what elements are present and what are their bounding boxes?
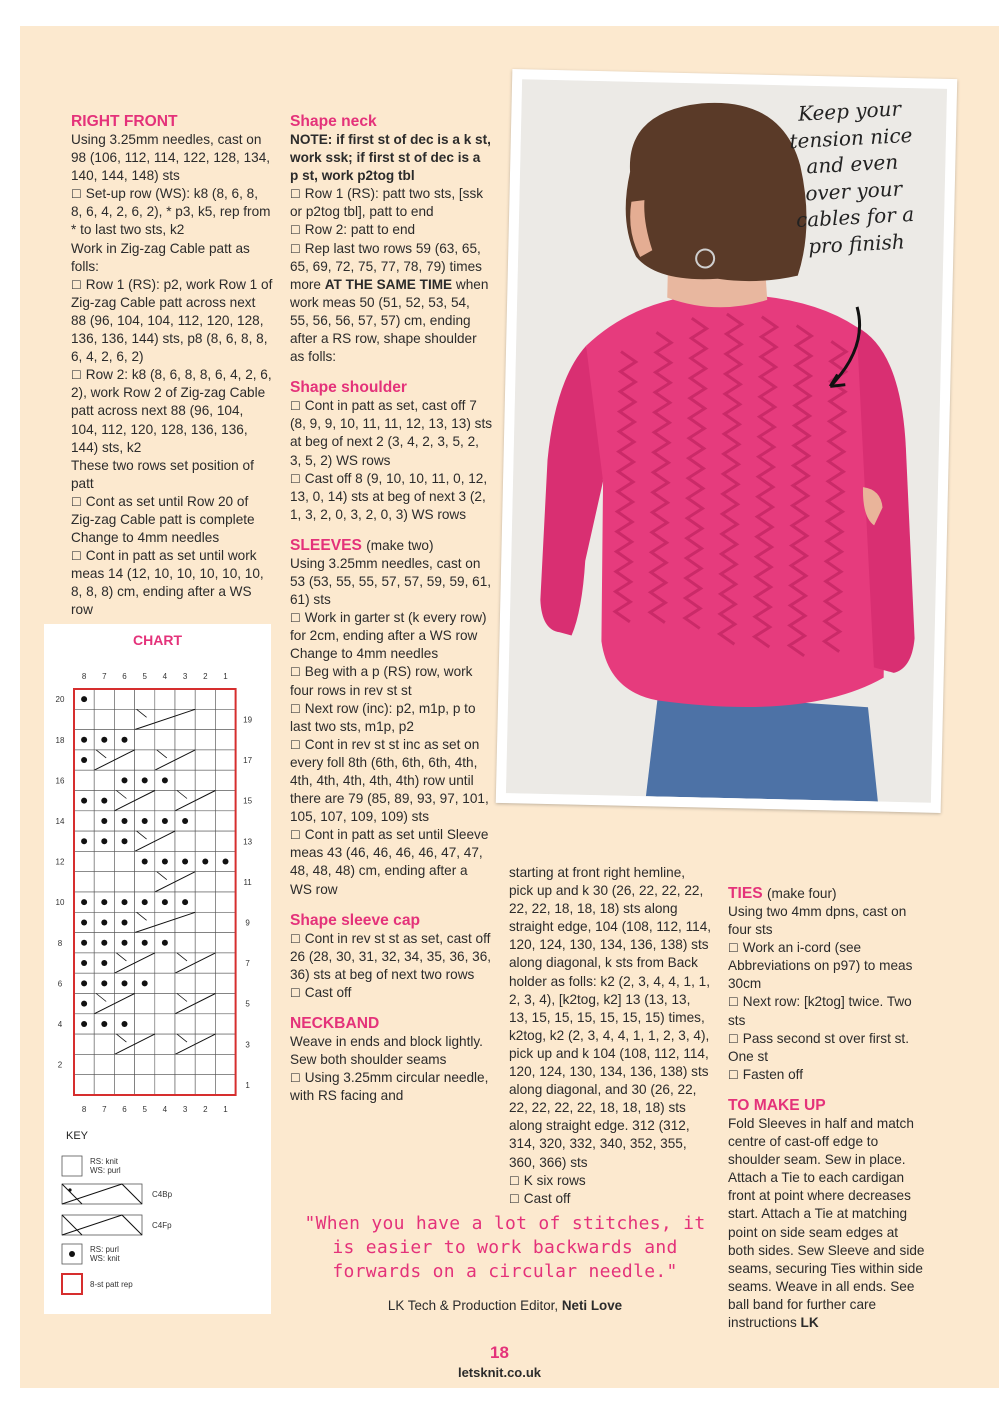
- instruction-line: ☐ Cont in patt as set until work meas 14 (12, 10, 10, 10, 10, 10, 8, 8, 8) cm, ending after a WS row: [71, 547, 273, 619]
- chart-cell: [215, 912, 235, 932]
- chart-row-number: 19: [243, 715, 253, 725]
- purl-dot: [162, 940, 168, 946]
- quote-credit: [300, 1298, 710, 1313]
- chart-cell: [155, 953, 175, 973]
- chart-row-number: 5: [245, 999, 250, 1009]
- chart-cell: [94, 709, 114, 729]
- instruction-line: ☐ Cont in rev st st as set, cast off 26 (28, 30, 31, 32, 34, 35, 36, 36, 36) sts at beg of next two rows: [290, 930, 492, 984]
- page-number: 18: [490, 1343, 509, 1362]
- purl-dot: [81, 696, 87, 702]
- chart-row-number: 18: [55, 735, 65, 745]
- chart-cell: [94, 851, 114, 871]
- make-up-body: Fold Sleeves in half and match centre of cast-off edge to shoulder seam. Sew in place. Attach a Tie to each cardigan front at point where decreases start. Attach a Tie at matching point on side seam edges at both sides. Sew Sleeve and side seams, securing Ties within side seams. Weave in all ends. See ball band for further care instructions: [728, 1115, 925, 1330]
- credit-role: LK Tech & Production Editor,: [387, 1298, 562, 1313]
- chart-cell: [175, 973, 195, 993]
- chart-cell: [195, 1034, 215, 1054]
- sleeves-title: SLEEVES: [290, 536, 362, 554]
- instruction-line: ☐ Row 1 (RS): p2, work Row 1 of Zig-zag Cable patt across next 88 (96, 104, 104, 112, 120, 128, 136, 136, 144) sts, p8 (8, 6, 8, 8, 6, 4, 2, 6, 2): [71, 276, 273, 366]
- instruction-line: These two rows set position of patt: [71, 457, 254, 491]
- chart-cell: [135, 953, 155, 973]
- purl-dot: [101, 818, 107, 824]
- chart-cell: [135, 831, 155, 851]
- key-cable-dot: [68, 1188, 71, 1191]
- key-label: RS: knit: [90, 1157, 119, 1166]
- purl-dot: [142, 940, 148, 946]
- chart-cell: [74, 811, 94, 831]
- purl-dot: [122, 940, 128, 946]
- chart-cell: [175, 689, 195, 709]
- chart-cell: [175, 1075, 195, 1095]
- chart-row-number: 11: [243, 877, 252, 887]
- chart-row-number: 16: [55, 776, 65, 786]
- chart-cell: [215, 1014, 235, 1034]
- purl-dot: [202, 859, 208, 865]
- chart-col-number: 6: [122, 1105, 127, 1114]
- chart-cell: [195, 1075, 215, 1095]
- chart-cell: [135, 730, 155, 750]
- instruction-line: Weave in ends and block lightly. Sew both shoulder seams: [290, 1034, 483, 1068]
- key-label: C4Fp: [152, 1221, 172, 1230]
- chart-cell: [195, 953, 215, 973]
- instruction-line: ☐ Cast off 8 (9, 10, 10, 11, 0, 12, 13, 0, 14) sts at beg of next 3 (2, 1, 3, 2, 0, 3, 2, 0, 3) WS rows: [290, 470, 492, 524]
- instruction-line: ☐ Row 2: patt to end: [290, 221, 492, 239]
- chart-cell: [175, 1054, 195, 1074]
- purl-dot: [122, 1021, 128, 1027]
- chart-cell: [155, 791, 175, 811]
- purl-dot: [122, 899, 128, 905]
- instruction-line: ☐ Cast off: [290, 984, 492, 1002]
- chart-cell: [114, 689, 134, 709]
- purl-dot: [122, 818, 128, 824]
- chart-cell: [94, 872, 114, 892]
- chart-cell: [155, 730, 175, 750]
- purl-dot: [101, 1021, 107, 1027]
- chart-cell: [215, 1034, 235, 1054]
- purl-dot: [81, 798, 87, 804]
- chart-cell: [195, 709, 215, 729]
- chart-cell: [195, 933, 215, 953]
- column-3: [509, 864, 712, 1208]
- chart-cell: [175, 1034, 195, 1054]
- chart-cell: [114, 1034, 134, 1054]
- heading-shape-shoulder: Shape shoulder: [290, 379, 407, 397]
- chart-cell: [114, 750, 134, 770]
- instruction-line: ☐ Next row (inc): p2, m1p, p to last two sts, m1p, p2: [290, 700, 492, 736]
- purl-dot: [142, 899, 148, 905]
- purl-dot: [182, 818, 188, 824]
- chart-cell: [215, 709, 235, 729]
- same-time-text: AT THE SAME TIME: [324, 276, 453, 292]
- chart-row-number: 4: [57, 1019, 63, 1029]
- chart-cell: [155, 1034, 175, 1054]
- chart-cell: [215, 1075, 235, 1095]
- chart-row-number: 7: [245, 959, 250, 969]
- chart-cell: [175, 770, 195, 790]
- instruction-line: Using 3.25mm needles, cast on 53 (53, 55, 55, 57, 57, 59, 59, 61, 61) sts: [290, 555, 492, 608]
- purl-dot: [81, 1001, 87, 1007]
- chart-cell: [94, 994, 114, 1014]
- instruction-line: ☐ Pass second st over first st. One st: [728, 1030, 928, 1066]
- heading-to-make-up: TO MAKE UP: [728, 1096, 826, 1114]
- purl-dot: [142, 818, 148, 824]
- chart-cell: [155, 872, 175, 892]
- chart-row-number: 8: [57, 938, 63, 948]
- purl-dot: [142, 859, 148, 865]
- instruction-line: Work in Zig-zag Cable patt as folls:: [71, 240, 250, 274]
- chart-cell: [215, 994, 235, 1014]
- instruction-line: ☐ Cont as set until Row 20 of Zig-zag Cable patt is complete: [71, 493, 273, 529]
- chart-row-number: 12: [55, 857, 65, 867]
- column-2: [290, 112, 492, 1105]
- purl-dot: [81, 1021, 87, 1027]
- purl-dot: [162, 818, 168, 824]
- key-label: 8-st patt rep: [90, 1280, 133, 1289]
- chart-cell: [135, 994, 155, 1014]
- purl-dot: [81, 757, 87, 763]
- chart-cell: [94, 1075, 114, 1095]
- instruction-line: starting at front right hemline, pick up and k 30 (26, 22, 22, 22, 22, 22, 18, 18, 18) sts along straight edge, 104 (108, 112, 114, 120, 124, 130, 134, 136, 138) sts along diagonal, k sts from Back holder as folls: k2 (2, 3, 4, 4, 1, 1, 2, 3, 4), [k2tog, k2] 13 (13, 13, 13, 15, 15, 15, 15, 15, 15) times, k2tog, k2 (2, 3, 4, 4, 1, 1, 2, 3, 4), pick up and k 104 (108, 112, 114, 120, 124, 130, 134, 136, 138) sts along diagonal, and 30 (26, 22, 22, 22, 22, 22, 18, 18, 18) sts along straight edge. 312 (312, 314, 320, 332, 340, 352, 355, 360, 366) sts: [509, 865, 712, 1170]
- key-cable-symbol: [62, 1184, 142, 1204]
- instruction-line: ☐ Beg with a p (RS) row, work four rows in rev st st: [290, 663, 492, 699]
- neckband-continued: [509, 864, 712, 1208]
- purl-dot: [101, 899, 107, 905]
- instruction-line: ☐ Cont in patt as set until Sleeve meas 43 (46, 46, 46, 46, 47, 47, 48, 48, 48) cm, ending after a WS row: [290, 826, 492, 898]
- chart-col-number: 3: [182, 672, 188, 681]
- chart-cell: [215, 1054, 235, 1074]
- instruction-line: Using two 4mm dpns, cast on four sts: [728, 904, 907, 938]
- chart-cell: [135, 1075, 155, 1095]
- chart-row-number: 1: [245, 1080, 250, 1090]
- purl-dot: [162, 777, 168, 783]
- make-up-text: [728, 1115, 928, 1332]
- column-4: [728, 884, 928, 1332]
- chart-cell: [195, 1014, 215, 1034]
- chart-cell: [155, 1014, 175, 1034]
- chart-cell: [155, 689, 175, 709]
- chart-panel: [44, 624, 271, 1314]
- chart-cell: [195, 872, 215, 892]
- chart-cell: [114, 1054, 134, 1074]
- chart-cell: [215, 770, 235, 790]
- chart-col-number: 5: [142, 1105, 147, 1114]
- chart-cell: [155, 750, 175, 770]
- chart-cell: [195, 892, 215, 912]
- pull-quote: "When you have a lot of stitches, it is easier to work backwards and forwards on a circular needle.": [304, 1213, 706, 1282]
- chart-col-number: 1: [223, 672, 228, 681]
- key-label: RS: purl: [90, 1245, 119, 1254]
- chart-cell: [195, 994, 215, 1014]
- chart-cell: [195, 791, 215, 811]
- purl-dot: [101, 919, 107, 925]
- sleeve-cap-instructions: [290, 930, 492, 1002]
- chart-cell: [74, 1075, 94, 1095]
- chart-row-number: 13: [243, 837, 253, 847]
- instruction-line: ☐ Cont in rev st st inc as set on every foll 8th (6th, 6th, 6th, 4th, 4th, 4th, 4th, 4th, 4th) row until there are 79 (85, 89, 93, 97, 101, 105, 107, 109, 109) sts: [290, 736, 492, 826]
- chart-cell: [114, 851, 134, 871]
- chart-cell: [94, 1034, 114, 1054]
- chart-col-number: 1: [223, 1105, 228, 1114]
- chart-row-number: 15: [243, 796, 253, 806]
- purl-dot: [122, 777, 128, 783]
- chart-cell: [135, 1014, 155, 1034]
- heading-shape-neck: Shape neck: [290, 113, 377, 130]
- instruction-line: Using 3.25mm needles, cast on 98 (106, 112, 114, 122, 128, 134, 140, 144, 148) sts: [71, 132, 271, 184]
- chart-cell: [175, 831, 195, 851]
- chart-cell: [155, 831, 175, 851]
- purl-dot: [81, 737, 87, 743]
- purl-dot: [101, 798, 107, 804]
- chart-cell: [215, 791, 235, 811]
- chart-cell: [215, 689, 235, 709]
- instruction-line: ☐ Cont in patt as set, cast off 7 (8, 9, 9, 10, 11, 11, 12, 13, 13) sts at beg of next 2 (3, 4, 2, 3, 5, 2, 3, 5, 2) WS rows: [290, 397, 492, 469]
- chart-col-number: 6: [122, 672, 127, 681]
- sleeves-note: (make two): [366, 537, 434, 553]
- purl-dot: [142, 777, 148, 783]
- chart-cell: [135, 1054, 155, 1074]
- chart-cell: [74, 1054, 94, 1074]
- chart-cell: [175, 750, 195, 770]
- chart-cell: [155, 973, 175, 993]
- chart-cell: [74, 709, 94, 729]
- instruction-line: ☐ Row 1 (RS): patt two sts, [ssk or p2tog tbl], patt to end: [290, 185, 492, 221]
- heading-sleeves: [290, 536, 492, 555]
- instruction-line: Change to 4mm needles: [290, 646, 439, 662]
- chart-cell: [114, 994, 134, 1014]
- instruction-line: ☐ Work in garter st (k every row) for 2cm, ending after a WS row: [290, 609, 492, 645]
- key-label: WS: purl: [90, 1166, 121, 1175]
- lk-sign: LK: [800, 1314, 819, 1330]
- chart-cell: [114, 953, 134, 973]
- chart-cell: [195, 689, 215, 709]
- chart-row-number: 14: [55, 816, 65, 826]
- chart-cell: [215, 973, 235, 993]
- chart-cell: [175, 872, 195, 892]
- chart-col-number: 8: [81, 672, 87, 681]
- chart-row-number: 2: [57, 1060, 63, 1070]
- chart-col-number: 8: [81, 1105, 87, 1114]
- key-label: WS: knit: [90, 1254, 120, 1263]
- column-right-front: [71, 112, 273, 620]
- key-rep-symbol: [62, 1274, 82, 1294]
- chart-cell: [175, 933, 195, 953]
- chart-cell: [195, 750, 215, 770]
- chart-cell: [74, 770, 94, 790]
- chart-cell: [135, 791, 155, 811]
- chart-cell: [215, 750, 235, 770]
- purl-dot: [162, 899, 168, 905]
- key-cable-symbol: [62, 1215, 142, 1235]
- chart-cell: [175, 953, 195, 973]
- key-title: KEY: [66, 1130, 89, 1142]
- credit-name: Neti Love: [561, 1298, 623, 1313]
- purl-dot: [101, 960, 107, 966]
- purl-dot: [81, 838, 87, 844]
- chart-cell: [215, 831, 235, 851]
- key-knit-symbol: [62, 1156, 82, 1176]
- chart-cell: [215, 892, 235, 912]
- key-purl-dot: [69, 1251, 75, 1257]
- chart-row-number: 20: [55, 695, 65, 705]
- purl-dot: [81, 940, 87, 946]
- purl-dot: [81, 960, 87, 966]
- purl-dot: [101, 737, 107, 743]
- chart-cell: [195, 730, 215, 750]
- chart-cell: [175, 730, 195, 750]
- instruction-line: ☐ Using 3.25mm circular needle, with RS facing and: [290, 1069, 492, 1105]
- key-label: C4Bp: [152, 1190, 173, 1199]
- chart-cell: [155, 1075, 175, 1095]
- instruction-line: ☐ K six rows: [509, 1172, 712, 1190]
- chart-cell: [135, 872, 155, 892]
- instruction-line: ☐ Cast off: [509, 1190, 712, 1208]
- heading-ties: [728, 884, 928, 903]
- site-url: letsknit.co.uk: [457, 1365, 542, 1380]
- chart-cell: [135, 750, 155, 770]
- chart-row-number: 9: [245, 918, 250, 928]
- chart-col-number: 3: [182, 1105, 188, 1114]
- chart-cell: [114, 791, 134, 811]
- chart-col-number: 7: [102, 672, 107, 681]
- right-front-instructions: [71, 131, 273, 620]
- chart-cell: [215, 872, 235, 892]
- handwritten-note: Keep your tension nice and even over your cables for a pro finish: [788, 96, 915, 258]
- chart-cell: [195, 831, 215, 851]
- chart-cell: [215, 811, 235, 831]
- chart-cell: [155, 994, 175, 1014]
- purl-dot: [122, 838, 128, 844]
- chart-cell: [135, 689, 155, 709]
- purl-dot: [223, 859, 229, 865]
- chart-cell: [135, 1034, 155, 1054]
- purl-dot: [162, 859, 168, 865]
- purl-dot: [122, 980, 128, 986]
- chart-cell: [175, 791, 195, 811]
- chart-col-number: 5: [142, 672, 147, 681]
- instruction-line: ☐ Work an i-cord (see Abbreviations on p97) to meas 30cm: [728, 939, 928, 993]
- chart-cell: [195, 1054, 215, 1074]
- chart-cell: [114, 872, 134, 892]
- purl-dot: [101, 980, 107, 986]
- chart-row-number: 3: [245, 1040, 250, 1050]
- chart-col-number: 4: [162, 1105, 168, 1114]
- rep-text: Rep last two rows 59 (63, 65, 65, 69, 72, 75, 77, 78, 79) times more: [290, 240, 482, 292]
- chart-cell: [195, 912, 215, 932]
- chart-cell: [94, 750, 114, 770]
- chart-cell: [215, 953, 235, 973]
- note-text: NOTE: if first st of dec is a k st, work ssk; if first st of dec is a p st, work p2tog tbl: [290, 132, 491, 184]
- sleeves-instructions: [290, 555, 492, 899]
- chart-cell: [215, 933, 235, 953]
- chart-cell: [175, 1014, 195, 1034]
- purl-dot: [182, 859, 188, 865]
- chart-cell: [155, 1054, 175, 1074]
- chart-row-number: 6: [57, 979, 63, 989]
- rep-text-cont: when work meas 50 (51, 52, 53, 54, 55, 56, 56, 57, 57) cm, ending after a RS row, shape shoulder as folls:: [290, 276, 489, 365]
- chart-cell: [195, 973, 215, 993]
- instruction-line: Change to 4mm needles: [71, 530, 220, 546]
- purl-dot: [182, 899, 188, 905]
- chart-col-number: 2: [203, 672, 208, 681]
- chart-row-number: 10: [55, 898, 65, 908]
- neckband-instructions: [290, 1033, 492, 1105]
- heading-neckband: NECKBAND: [290, 1015, 380, 1033]
- ties-instructions: [728, 903, 928, 1084]
- instruction-line: ☐ Row 2: k8 (8, 6, 8, 8, 6, 4, 2, 6, 2), work Row 2 of Zig-zag Cable patt across next 88 (96, 104, 104, 112, 120, 128, 136, 136, 144) sts, k2: [71, 366, 273, 456]
- chart-cell: [74, 872, 94, 892]
- shape-shoulder-instructions: [290, 397, 492, 524]
- purl-dot: [81, 980, 87, 986]
- purl-dot: [81, 919, 87, 925]
- ties-title: TIES: [728, 885, 763, 902]
- purl-dot: [122, 737, 128, 743]
- chart-cell: [215, 730, 235, 750]
- ties-note: (make four): [767, 886, 837, 901]
- chart-cell: [94, 1054, 114, 1074]
- heading-right-front: RIGHT FRONT: [71, 113, 178, 130]
- chart-cell: [195, 770, 215, 790]
- chart-col-number: 4: [162, 672, 168, 681]
- instruction-line: [290, 240, 492, 367]
- heading-shape-sleeve-cap: Shape sleeve cap: [290, 911, 421, 929]
- chart-cell: [114, 709, 134, 729]
- chart-cell: [74, 1034, 94, 1054]
- purl-dot: [81, 899, 87, 905]
- knitting-chart: [44, 624, 271, 1314]
- chart-cell: [94, 689, 114, 709]
- chart-cell: [114, 1075, 134, 1095]
- chart-cell: [94, 770, 114, 790]
- chart-cell: [175, 994, 195, 1014]
- instruction-line: ☐ Next row: [k2tog] twice. Two sts: [728, 993, 928, 1029]
- chart-row-number: 17: [243, 756, 253, 766]
- purl-dot: [101, 838, 107, 844]
- instruction-line: ☐ Fasten off: [728, 1066, 928, 1084]
- chart-cell: [195, 811, 215, 831]
- chart-col-number: 7: [102, 1105, 107, 1114]
- chart-title: CHART: [133, 632, 182, 648]
- purl-dot: [142, 980, 148, 986]
- chart-col-number: 2: [203, 1105, 208, 1114]
- chart-cell: [74, 851, 94, 871]
- instruction-line: ☐ Set-up row (WS): k8 (8, 6, 8, 8, 6, 4, 2, 6, 2), * p3, k5, rep from * to last two sts, k2: [71, 185, 273, 239]
- purl-dot: [122, 919, 128, 925]
- purl-dot: [101, 940, 107, 946]
